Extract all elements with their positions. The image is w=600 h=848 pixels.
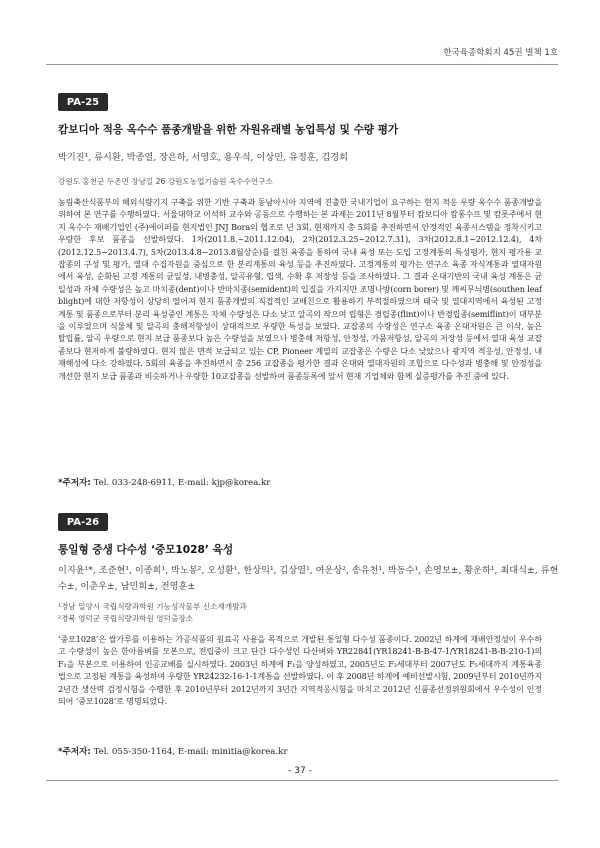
page-number-text: - 37 -: [282, 766, 318, 776]
affiliation-line-1: ¹경남 밀양시 국립식량과학원 기능성작물부 신소재개발과: [58, 602, 247, 611]
article-badge: PA-26: [58, 513, 108, 531]
contact-label: *주저자:: [58, 747, 91, 757]
article-affiliation: 강원도 홍천군 두촌면 장남길 26 강원도농업기술원 옥수수연구소: [58, 177, 273, 186]
contact-details: Tel. 033-248-6911, E-mail: kjp@korea.kr: [90, 478, 271, 488]
header-divider: [46, 64, 558, 65]
contact-details: Tel. 055-350-1164, E-mail: minitia@korea.kr: [90, 747, 288, 757]
article-abstract: 농림축산식품부의 해외식량기지 구축을 위한 기반 구축과 동남아시아 지역에 진출한 국내기업이 요구하는 현지 적응 우량 옥수수 품종개발을 위하여 본 연구를 수행하였다. 서울대학교 이석하 교수와 공동으로 수행하는 본 과제는 2011년 8월부터 캄보디아 캄퐁수프 및 캄폿주에서 현지 옥수수 재배기업인 (주)에이퍼를 현지법인 JNJ Bora의 협조로 년 3회, 현재까지 총 5회를 추진하면서 안정적인 육종시스템을 정착시키고 우량한 후보 품종을 선발하였다. 1차(2011.8.~2011.12.04), 2차(2012.3.25~2012.7.31), 3차(2012.8.1~2012.12.4), 4차(2012.12.5~2013.4.7), 5차(2013.4.8~2013.8월상순)를 걸친 육종을 통하여 국내 육성 또는 도입 고정계통의 특성평가, 현지 평가용 교잡종의 구성 및 평가, 열대 수집자원을 중심으로 한 분리계통의 육성 등을 추진하였다. 고정계통의 평가는 연구소 육종 자식계통과 열대자원에서 육성, 순화된 고정 계통의 균일성, 내병충성, 알곡유형, 립색, 수확 후 저장성 등을 조사하였다. 그 결과 온대기반의 국내 육성 계통은 균일성과 자체 수량성은 높고 마치종(dent)이나 반마치종(semident)의 입질을 가지지만 조명나방(corn borer) 및 깨씨무늬병(southen leaf blight)에 대한 저항성이 상당히 떨어져 현지 품종개발의 직접적인 교배친으로 활용하기 부적절하였으며 태국 및 열대지역에서 육성된 고정계통 및 품종으로부터 분리 육성중인 계통은 자체 수량성은 다소 낮고 알곡의 작으며 립형은 경립종(flint)이나 반경립종(semiflint)이 대부분을 이루었으며 식물체 및 알곡의 충해저항성이 상대적으로 우량한 특성을 보였다. 교잡종의 수량성은 연구소 육종 온대자원은 큰 이삭, 높은 탈립률, 알곡 우량으로 현지 보급 품종보다 높은 수량성을 보였으나 병충해 저항성, 안정성, 가뭄저항성, 알곡의 저장성 등에서 열대 육성 교잡종보다 현저하게 불량하였다. 현지 많은 면적 보급되고 있는 CP, Pioneer 계열의 교잡종은 수량은 다소 낮았으나 광지역 적응성, 안정성, 내재해성에 다소 강하였다. 5회의 육종을 추진하면서 총 256 교잡종을 평가한 결과 온대와 열대자원의 조합으로 다수성과 병충해 및 안정성을 개선한 현지 보급 품종과 비슷하거나 우량한 10교잡종을 선발하여 품종등록에 앞서 현재 기업체와 함께 실증평가를 추진 중에 있다.: [58, 198, 542, 381]
article-authors: 박기진¹, 류시환, 박종열, 장은하, 서영호, 용우식, 이상민, 유정훈, 김경희: [58, 152, 349, 163]
article-badge: PA-25: [58, 93, 108, 111]
article-contact: [58, 745, 287, 757]
article-contact: [58, 476, 270, 488]
article-authors: 이지윤¹*, 조준현¹, 이종희¹, 박노봉², 오성환¹, 한상익¹, 김상열¹, 여운상², 송유천¹, 박동수¹, 손영보±, 황운하¹, 최대식±, 류현수±, 이춘우±, 남민희±, 전영훈±: [58, 565, 559, 592]
article-affiliation: [58, 601, 560, 626]
footer-divider: [46, 780, 558, 781]
affiliation-line-2: ²경북 영덕군 국립식량과학원 영덕출장소: [58, 614, 193, 624]
journal-header: 한국육종학회지 45권 별책 1호: [443, 48, 558, 58]
article-abstract: ‘중모1028’은 쌀가루를 이용하는 가공식품의 원료곡 사용을 목적으로 개발된 통일형 다수성 품종이다. 2002년 하계에 재배안정성이 우수하고 수량성이 높은 한아름벼를 모본으로, 전립중이 크고 단간 다수성인 다산벼와 YR22841(YR18241-B-B-47-1/YR18241-B-B-210-1)의 F₁을 부본으로 이용하여 인공교배를 실시하였다. 2003년 하계에 F₁을 양성하였고, 2005년도 F₃세대부터 2007년도 F₅세대까지 계통육종법으로 고정된 계통을 육성하여 우량한 YR24232-16-1-1계통을 선발하였다. 이 후 2008년 하계에 예비선발시험, 2009년부터 2010년까지 2년간 생산력 검정시험을 수행한 후 2010년부터 2012년까지 3년간 지역적응시험을 마치고 2012년 신품종선정위원회에서 우수성이 인정되어 ‘중모1028’로 명명되었다.: [58, 635, 542, 707]
page-number: [0, 766, 600, 776]
article-title: 캄보디아 적응 옥수수 품종개발을 위한 자원유래별 농업특성 및 수량 평가: [58, 124, 399, 136]
article-title: 통일형 중생 다수성 ‘중모1028’ 육성: [58, 544, 234, 556]
contact-label: *주저자:: [58, 478, 91, 488]
